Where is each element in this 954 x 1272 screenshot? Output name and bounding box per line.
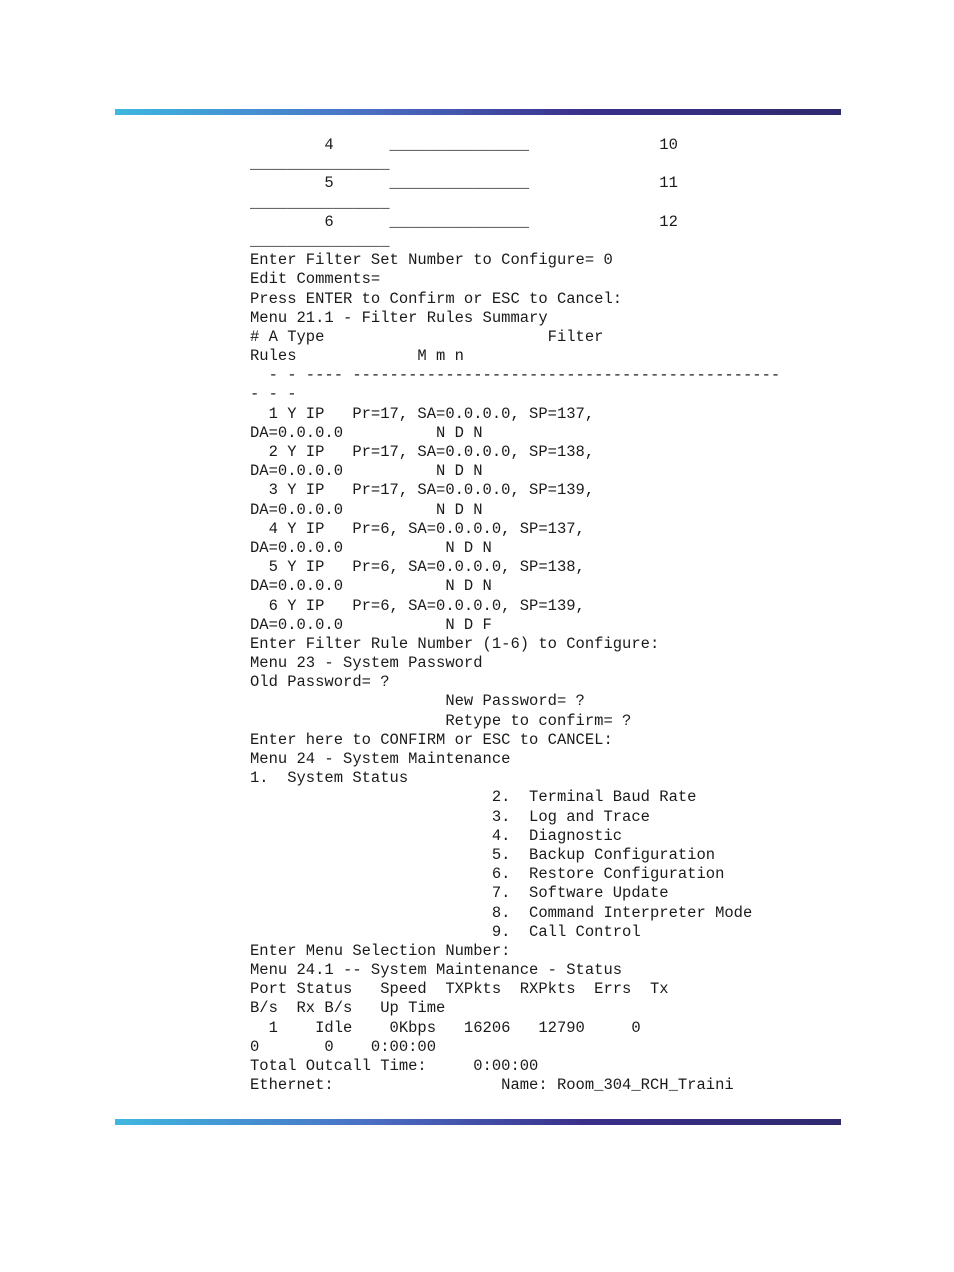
console-line: DA=0.0.0.0 N D N [250,577,492,596]
console-line: Enter Menu Selection Number: [250,941,511,960]
console-line: - - ---- ---------------------------------------------- [250,366,781,385]
console-text-block [250,136,930,1095]
console-line: 5 Y IP Pr=6, SA=0.0.0.0, SP=138, [250,558,585,577]
console-line: DA=0.0.0.0 N D N [250,500,483,519]
console-line: 3 Y IP Pr=17, SA=0.0.0.0, SP=139, [250,481,595,500]
console-line: Menu 24.1 -- System Maintenance - Status [250,961,623,980]
console-line: Menu 21.1 - Filter Rules Summary [250,308,548,327]
console-line: DA=0.0.0.0 N D N [250,538,492,557]
console-line: 2 Y IP Pr=17, SA=0.0.0.0, SP=138, [250,443,595,461]
console-line: Total Outcall Time: 0:00:00 [250,1057,539,1075]
console-line: DA=0.0.0.0 N D N [250,423,483,442]
console-line: 5. Backup Configuration [250,845,716,864]
console-line: 1 Y IP Pr=17, SA=0.0.0.0, SP=137, [250,404,595,423]
console-line: Press ENTER to Confirm or ESC to Cancel: [250,289,623,308]
footer-rule-bar [115,1119,841,1125]
console-line: Menu 24 - System Maintenance [250,750,511,768]
console-line: 6 Y IP Pr=6, SA=0.0.0.0, SP=139, [250,596,585,615]
console-line: Ethernet: Name: Room_304_RCH_Traini [250,1076,734,1095]
console-line: 5 _______________ 11 [250,174,678,193]
console-line: Enter Filter Rule Number (1-6) to Configure: [250,634,660,653]
console-line: New Password= ? [250,692,585,711]
console-line: # A Type Filter [250,327,604,346]
console-line: 4 Y IP Pr=6, SA=0.0.0.0, SP=137, [250,519,585,538]
console-line: 9. Call Control [250,922,641,941]
console-line: Enter Filter Set Number to Configure= 0 [250,251,613,270]
console-line: 7. Software Update [250,884,669,903]
header-rule-bar [115,109,841,115]
console-line: 6. Restore Configuration [250,865,725,884]
console-line: DA=0.0.0.0 N D F [250,615,492,634]
console-line: 0 0 0:00:00 [250,1037,437,1056]
console-line: 4. Diagnostic [250,826,623,845]
console-line: 1. System Status [250,769,409,788]
console-line: 6 _______________ 12 [250,212,678,231]
console-line: 4 _______________ 10 [250,136,678,154]
console-line: 2. Terminal Baud Rate [250,788,697,807]
console-line: 1 Idle 0Kbps 16206 12790 0 [250,1018,641,1037]
console-line: B/s Rx B/s Up Time [250,999,446,1018]
console-line: Port Status Speed TXPkts RXPkts Errs Tx [250,980,669,999]
console-line: Enter here to CONFIRM or ESC to CANCEL: [250,730,613,749]
console-line: _______________ [250,155,390,174]
console-line: Menu 23 - System Password [250,654,483,673]
console-line: Old Password= ? [250,673,390,692]
console-line: 8. Command Interpreter Mode [250,903,753,922]
console-line: DA=0.0.0.0 N D N [250,462,483,481]
console-line: - - - [250,385,297,404]
console-line: Retype to confirm= ? [250,711,632,730]
console-line: _______________ [250,231,390,250]
console-line: _______________ [250,193,390,212]
console-line: Edit Comments= [250,270,381,289]
console-line: Rules M m n [250,347,464,366]
console-line: 3. Log and Trace [250,807,650,826]
